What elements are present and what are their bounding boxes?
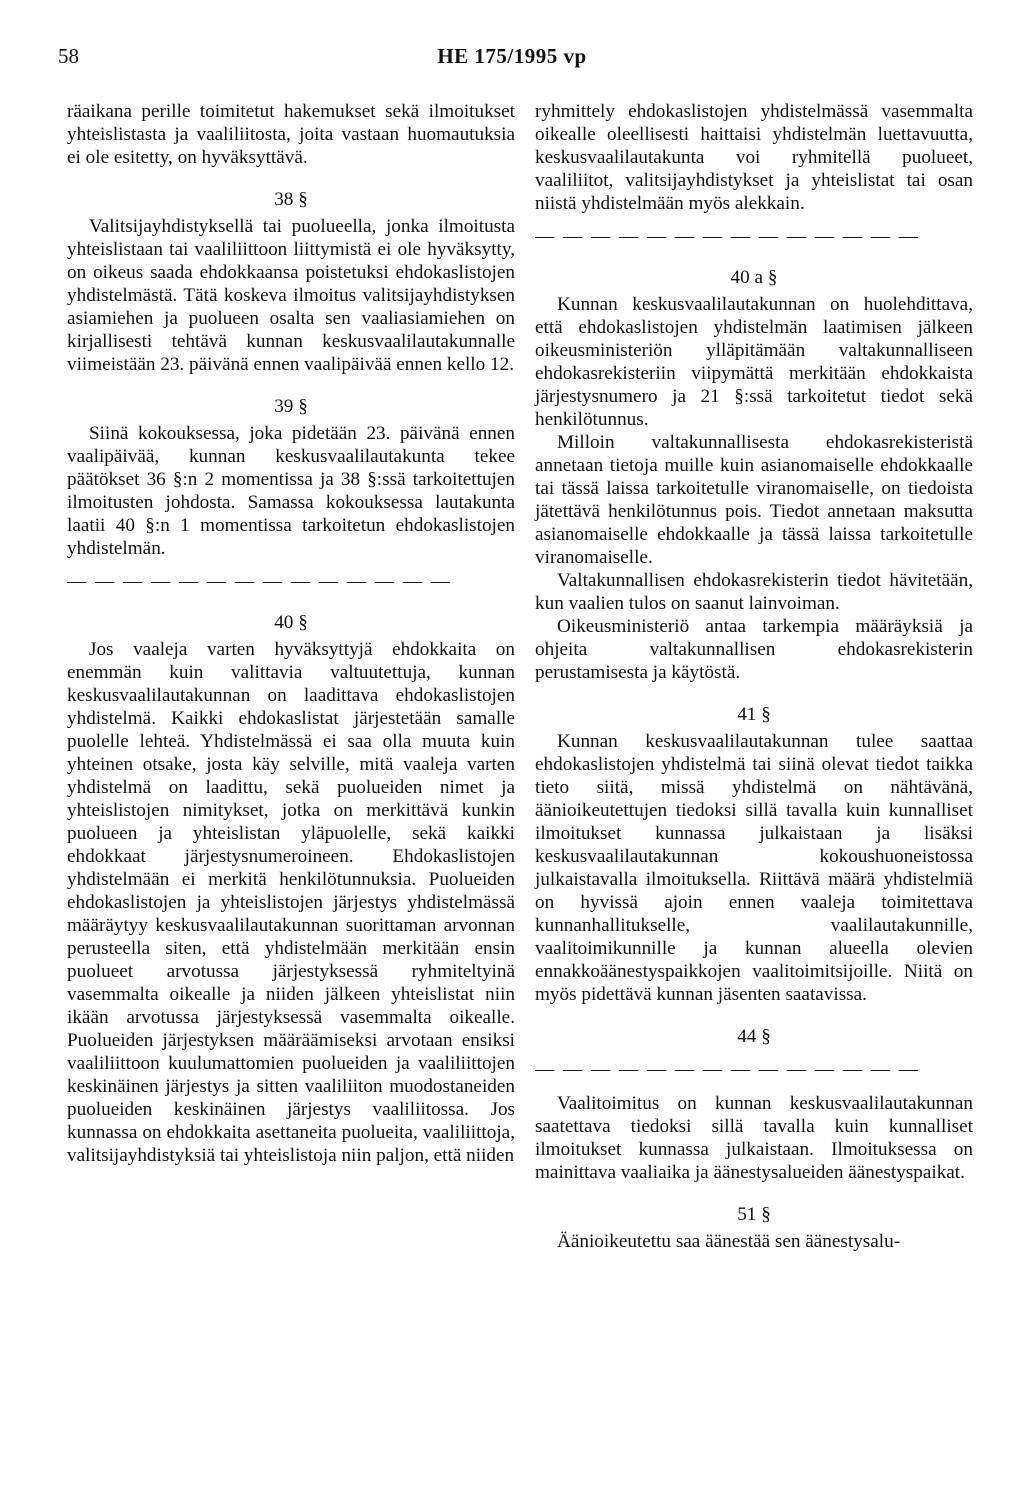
section-40a-paragraph-3: Valtakunnallisen ehdokasrekisterin tiedot hävitetään, kun vaalien tulos on saanut lainvoiman. bbox=[535, 570, 973, 614]
section-44-text: Vaalitoimitus on kunnan keskusvaalilautakunnan saatettava tiedoksi sillä tavalla kuin kunnalliset ilmoitukset kunnassa julkaistaan. Ilmoituksessa on mainittava vaaliaika ja äänestysalueiden äänestyspaikat. bbox=[535, 1093, 973, 1183]
section-heading-38: 38 § bbox=[274, 189, 308, 210]
section-heading-51: 51 § bbox=[737, 1204, 771, 1225]
paragraph-continuation-right: ryhmittely ehdokaslistojen yhdistelmässä vasemmalta oikealle oleellisesti haittaisi yhdistelmän luettavuutta, keskusvaalilautakunta voi ryhmitellä puolueet, vaaliliitot, valitsijayhdistykset ja yhteislistat tai osan niistä yhdistelmään myös alekkain. bbox=[535, 101, 973, 214]
section-39-text: Siinä kokouksessa, joka pidetään 23. päivänä ennen vaalipäivää, kunnan keskusvaalilautakunta tekee päätökset 36 §:n 2 momentissa ja 38 §:ssä tarkoitettujen ilmoitusten johdosta. Samassa kokouksessa lautakunta laatii 40 §:n 1 momentissa tarkoitetun ehdokaslistojen yhdistelmän. bbox=[67, 423, 515, 559]
left-column bbox=[67, 100, 515, 1167]
section-40a-paragraph-1: Kunnan keskusvaalilautakunnan on huolehdittava, että ehdokaslistojen yhdistelmän laatimisen jälkeen oikeusministeriön ylläpitämään valtakunnalliseen ehdokasrekisteriin viipymättä merkitään ehdokkaista järjestysnumero ja 21 §:ssä tarkoitetut tiedot sekä henkilötunnus. bbox=[535, 294, 973, 430]
omission-dash-line: — — — — — — — — — — — — — — bbox=[535, 1060, 920, 1080]
page-header bbox=[0, 44, 1024, 74]
section-heading-40: 40 § bbox=[274, 612, 308, 633]
section-heading-41: 41 § bbox=[737, 704, 771, 725]
omission-dash-line: — — — — — — — — — — — — — — bbox=[535, 227, 920, 247]
section-40a-paragraph-4: Oikeusministeriö antaa tarkempia määräyksiä ja ohjeita valtakunnallisen ehdokasrekisterin perustamisesta ja käytöstä. bbox=[535, 616, 973, 683]
section-heading-39: 39 § bbox=[274, 396, 308, 417]
right-column bbox=[535, 100, 973, 1253]
paragraph-continuation: räaikana perille toimitetut hakemukset sekä ilmoitukset yhteislistasta ja vaaliliitosta, joita vastaan huomautuksia ei ole esitetty, on hyväksyttävä. bbox=[67, 101, 515, 168]
section-40-text: Jos vaaleja varten hyväksyttyjä ehdokkaita on enemmän kuin valittavia valtuutettuja, kunnan keskusvaalilautakunnan on laadittava ehdokaslistojen yhdistelmä. Kaikki ehdokaslistat järjestetään samalle puolelle lehteä. Yhdistelmässä ei saa olla muuta kuin yhteinen otsake, josta käy selville, mitä vaaleja varten yhdistelmä on laadittu, sekä puolueiden nimet ja yhteislistojen nimitykset, jotka on merkittävä kunkin puolueen ja yhteislistan yläpuolelle, sekä kaikki ehdokkaat järjestysnumeroineen. Ehdokaslistojen yhdistelmään ei merkitä henkilötunnuksia. Puolueiden ehdokaslistojen ja yhteislistojen järjestys yhdistelmässä määräytyy keskusvaalilautakunnan suorittaman arvonnan perusteella siten, että yhdistelmään merkitään ensin puolueet arvotussa järjestyksessä ryhmiteltyinä vasemmalta oikealle ja niiden jälkeen yhteislistat niin ikään arvotussa järjestyksessä vasemmalta oikealle. Puolueiden järjestyksen määräämiseksi arvotaan ensiksi vaaliliittoon kuulumattomien puolueiden ja vaaliliittojen keskinäinen järjestys ja sitten vaaliliiton muodostaneiden puolueiden keskinäinen järjestys vaaliliitossa. Jos kunnassa on ehdokkaita asettaneita puolueita, vaaliliittoja, valitsijayhdistyksiä tai yhteislistoja niin paljon, että niiden bbox=[67, 639, 515, 1166]
section-heading-44: 44 § bbox=[737, 1026, 771, 1047]
section-41-text: Kunnan keskusvaalilautakunnan tulee saattaa ehdokaslistojen yhdistelmä tai siinä olevat tiedot taikka tieto siitä, missä yhdistelmä on nähtävänä, äänioikeutettujen tiedoksi sillä tavalla kuin kunnalliset ilmoitukset kunnassa julkaistaan ja lisäksi keskusvaalilautakunnan kokoushuoneistossa julkaistavalla ilmoituksella. Riittävä määrä yhdistelmiä on hyvissä ajoin ennen vaaleja toimitettava kunnanhallitukselle, vaalilautakunnille, vaalitoimikunnille ja kunnan alueella olevien ennakkoäänestyspaikkojen vaalitoimitsijoille. Niitä on myös pidettävä kunnan jäsenten saatavissa. bbox=[535, 731, 973, 1005]
page-number: 58 bbox=[58, 44, 79, 68]
omission-dash-line: — — — — — — — — — — — — — — bbox=[67, 572, 452, 592]
section-51-text: Äänioikeutettu saa äänestää sen äänestysalu- bbox=[557, 1231, 901, 1252]
section-40a-paragraph-2: Milloin valtakunnallisesta ehdokasrekisteristä annetaan tietoja muille kuin asianomaiselle ehdokkaalle tai tässä laissa tarkoitetulle viranomaiselle, on tiedoista jätettävä henkilötunnus pois. Tiedot annetaan maksutta asianomaiselle ehdokkaalle ja tässä laissa tarkoitetulle viranomaiselle. bbox=[535, 432, 973, 568]
section-38-text: Valitsijayhdistyksellä tai puolueella, jonka ilmoitusta yhteislistaan tai vaaliliittoon liittymistä ei ole hyväksytty, on oikeus saada ehdokkaansa poistetuksi ehdokaslistojen yhdistelmästä. Tätä koskeva ilmoitus valitsijayhdistyksen asiamiehen ja puolueen osalta sen vaaliasiamiehen on kirjallisesti tehtävä kunnan keskusvaalilautakunnalle viimeistään 23. päivänä ennen vaalipäivää ennen kello 12. bbox=[67, 216, 515, 375]
section-heading-40a: 40 a § bbox=[730, 267, 778, 288]
document-id: HE 175/1995 vp bbox=[437, 44, 587, 68]
